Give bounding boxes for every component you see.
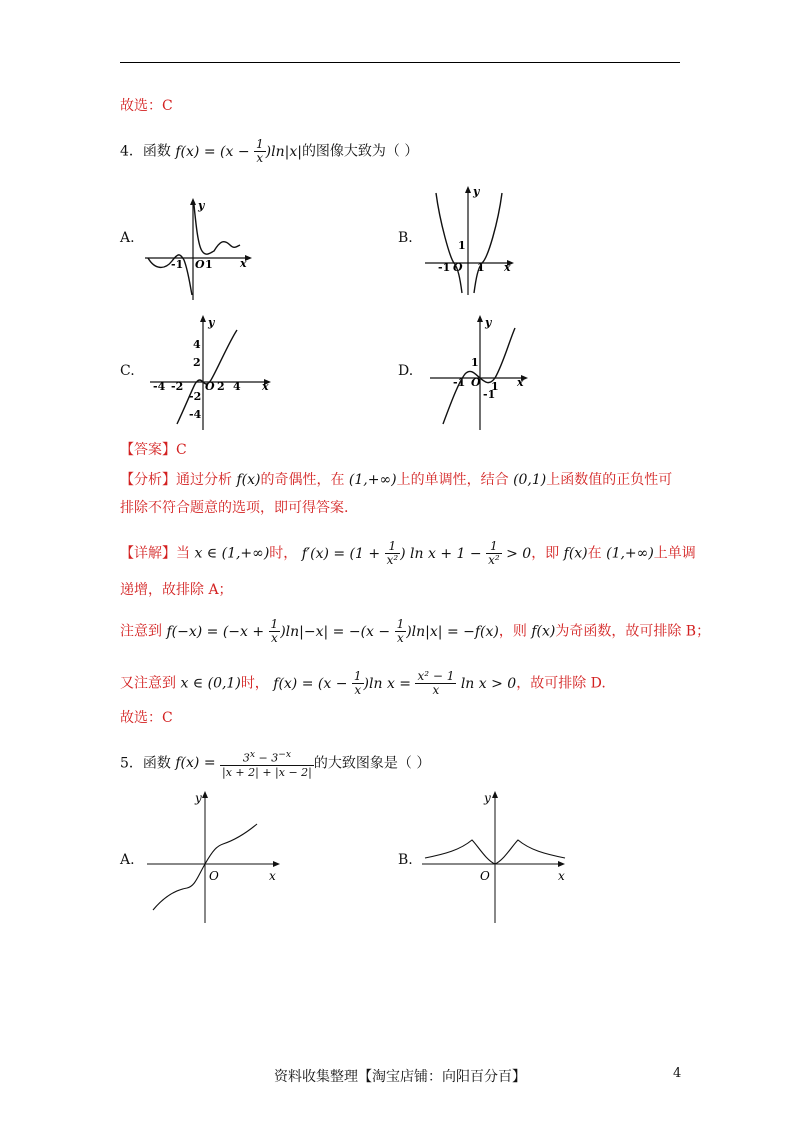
svg-text:-1: -1 [438, 261, 451, 274]
q3-final-answer: 故选：C [120, 98, 173, 114]
q4-graph-a [140, 195, 260, 305]
q4-answer: 【答案】C [120, 442, 187, 458]
svg-text:-2: -2 [171, 380, 184, 393]
q4-analysis-line-1: 【分析】通过分析 f(x)的奇偶性，在 (1,+∞)上的单调性，结合 (0,1)上函数值的正负性可 [120, 472, 673, 488]
page-number: 4 [673, 1066, 682, 1081]
q5-option-b-label: B. [398, 852, 413, 868]
svg-text:1: 1 [477, 261, 485, 274]
q5-graph-a [145, 788, 285, 928]
svg-text:x: x [240, 257, 247, 270]
svg-text:O: O [480, 869, 490, 883]
svg-text:x: x [262, 380, 269, 393]
footer-text: 资料收集整理【淘宝店铺：向阳百分百】 [274, 1069, 526, 1085]
q4-option-d-label: D. [398, 363, 414, 379]
svg-text:4: 4 [193, 338, 201, 351]
svg-text:-4: -4 [189, 408, 202, 421]
svg-text:y: y [195, 791, 202, 805]
svg-text:x: x [517, 376, 524, 389]
svg-text:O: O [195, 258, 205, 271]
q4-number: 4． [120, 143, 143, 160]
svg-text:-1: -1 [171, 258, 184, 271]
svg-text:2: 2 [193, 356, 201, 369]
q5-graph-b [420, 788, 570, 928]
q5-number: 5． [120, 755, 143, 772]
svg-text:1: 1 [205, 258, 213, 271]
q4-detail-line-3: 注意到 f(−x) = (−x + $\frac{1}{x}$ )ln|−x| = −(x − $\frac{1}{x}$ )ln|x| = −f(x)，则 f(x)为奇函数，故可排除 B； [120, 617, 711, 645]
q4-detail-line-2: 递增，故排除 A； [120, 582, 233, 598]
q4-formula: f(x) = (x − $\frac{1}{x}$ )ln|x| [175, 137, 302, 165]
svg-text:O: O [209, 869, 219, 883]
q5-formula: f(x) = $\frac{3^x - 3^{-x}}{|x + 2| + |x - 2|}$ [175, 749, 312, 779]
q4-prompt: 4．函数 f(x) = (x − $\frac{1}{x}$ )ln|x|的图像大致为（ ） [120, 137, 419, 165]
svg-text:1: 1 [491, 380, 499, 393]
svg-text:O: O [471, 376, 481, 389]
svg-text:-1: -1 [483, 388, 496, 401]
q4-graph-b [420, 183, 520, 298]
q5-prompt: 5．函数 f(x) = $\frac{3^x - 3^{-x}}{|x + 2| + |x - 2|}$ 的大致图象是（ ） [120, 749, 431, 779]
svg-text:x: x [269, 869, 276, 883]
svg-text:y: y [208, 316, 215, 329]
svg-text:-1: -1 [453, 376, 466, 389]
q4-option-c-label: C. [120, 363, 135, 379]
svg-text:y: y [484, 791, 491, 805]
svg-text:O: O [453, 261, 463, 274]
svg-text:x: x [504, 261, 511, 274]
svg-text:y: y [198, 199, 205, 212]
q4-graph-d [425, 312, 535, 432]
svg-text:-4: -4 [153, 380, 166, 393]
svg-text:x: x [558, 869, 565, 883]
q4-graph-c [145, 312, 275, 432]
q4-option-b-label: B. [398, 230, 413, 246]
svg-text:y: y [485, 316, 492, 329]
q4-detail-line-4: 又注意到 x ∈ (0,1)时， f(x) = (x − $\frac{1}{x}$ )ln x = $\frac{\text{x² − 1}}{x}$ ln x > 0，故可排除 D. [120, 669, 606, 697]
svg-text:1: 1 [458, 239, 466, 252]
q4-detail-line-1: 【详解】当 x ∈ (1,+∞)时， f′(x) = (1 + $\frac{1}{\text{x²}}$ ) ln x + 1 − $\frac{1}{\text{x²}}$ > 0，即 f(x)在 (1,+∞)上单调 [120, 539, 696, 567]
svg-text:1: 1 [471, 356, 479, 369]
svg-text:2: 2 [217, 380, 225, 393]
svg-text:-2: -2 [189, 390, 202, 403]
q4-analysis-line-2: 排除不符合题意的选项，即可得答案. [120, 500, 349, 516]
q4-final-answer: 故选：C [120, 710, 173, 726]
q5-option-a-label: A. [120, 852, 135, 868]
svg-text:O: O [205, 380, 215, 393]
q4-option-a-label: A. [120, 230, 135, 246]
svg-text:4: 4 [233, 380, 241, 393]
header-rule [120, 62, 680, 63]
svg-text:y: y [473, 185, 480, 198]
